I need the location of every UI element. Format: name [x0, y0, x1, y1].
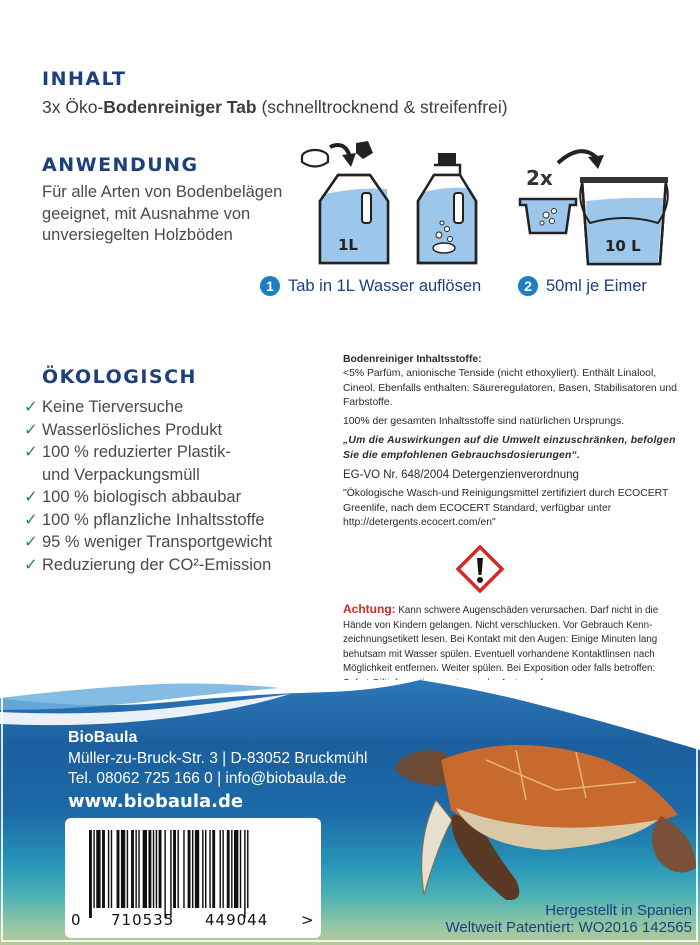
regulation-note: EG-VO Nr. 648/2004 Detergenzienverordnung — [343, 469, 579, 482]
list-item-text: 100 % reduzierter Plastik- — [42, 443, 231, 461]
company-name: BioBaula — [68, 729, 138, 746]
barcode-bar — [89, 830, 92, 918]
bottle-icon — [320, 175, 388, 263]
barcode-right-group: 449044 — [205, 911, 269, 929]
tab-icon — [302, 150, 328, 167]
barcode-bar — [212, 830, 215, 908]
barcode-bar — [102, 830, 105, 908]
company-address: Müller-zu-Bruck-Str. 3 | D-83052 Bruckmühl — [68, 749, 368, 767]
company-website[interactable]: www.biobaula.de — [68, 790, 244, 812]
barcode-bar — [111, 830, 112, 908]
barcode-bar — [222, 830, 223, 908]
barcode-bar — [202, 830, 203, 908]
bucket-icon — [580, 177, 668, 264]
check-icon: ✓ — [24, 555, 38, 574]
contents-product: Bodenreiniger Tab — [103, 97, 257, 117]
bottle-cap-icon — [356, 141, 373, 159]
barcode-bar — [220, 830, 221, 908]
bottle-volume-label: 1L — [338, 236, 358, 254]
list-item-text: 100 % biologisch abbaubar — [42, 488, 242, 506]
hazard-label: Achtung: — [343, 602, 396, 616]
barcode-bar — [234, 830, 238, 908]
barcode-bar — [127, 830, 128, 908]
natural-origin-note: 100% der gesamten Inhaltsstoffe sind natürlichen Ursprungs. — [343, 416, 625, 428]
barcode-bar — [183, 830, 184, 908]
list-item-text: Keine Tierversuche — [42, 398, 184, 416]
barcode-bar — [143, 830, 147, 908]
barcode-bar — [148, 830, 151, 908]
barcode-left-group: 710535 — [111, 911, 175, 929]
made-in-text: Hergestellt in Spanien — [545, 902, 692, 919]
company-info — [68, 728, 367, 812]
contents-description — [42, 97, 508, 118]
contents-prefix: 3x Öko- — [42, 97, 104, 117]
list-item — [24, 509, 272, 532]
check-icon: ✓ — [24, 488, 38, 506]
barcode-bar — [173, 830, 176, 908]
barcode-bar — [231, 830, 232, 908]
barcode-bar — [164, 830, 165, 918]
certification-note: "Ökologische Wasch-und Reinigungsmittel zertifiziert durch ECOCERT Greenlife, nach dem ECOCERT Standard, verfügbar unter http://detergents.ecocert.com/en" — [343, 488, 669, 528]
barcode-bar — [121, 830, 125, 908]
list-item — [24, 531, 272, 554]
check-icon: ✓ — [24, 398, 38, 416]
inhalt-heading: INHALT — [42, 68, 127, 90]
sea-turtle-image — [396, 720, 696, 900]
step-2-text: 50ml je Eimer — [546, 276, 647, 295]
ghs-exclamation-icon — [455, 544, 505, 594]
multiplier-label: 2x — [526, 166, 553, 190]
bucket-volume-label: 10 L — [605, 237, 641, 255]
list-item-text: und Verpackungsmüll — [42, 465, 200, 484]
dosage-note: „Um die Auswirkungen auf die Umwelt einzuschränken, befolgen Sie die empfohlenen Gebrauchsdosierungen“. — [343, 435, 676, 461]
barcode-bar — [159, 830, 162, 908]
check-icon: ✓ — [24, 420, 38, 439]
bottle-dissolving-icon — [418, 153, 476, 263]
step-1 — [260, 276, 481, 296]
check-icon: ✓ — [24, 510, 38, 529]
ingredients-block — [343, 353, 683, 535]
origin-info — [445, 902, 692, 936]
barcode-bar — [153, 830, 154, 908]
barcode-bar — [108, 830, 109, 908]
barcode-bar — [170, 830, 171, 918]
list-item — [24, 441, 272, 464]
company-contact: Tel. 08062 725 166 0 | info@biobaula.de — [68, 770, 347, 787]
barcode-first-digit: 0 — [71, 911, 82, 929]
barcode-bar — [247, 830, 248, 908]
barcode — [65, 818, 321, 938]
measuring-cup-icon — [520, 199, 576, 233]
barcode-bar — [244, 830, 245, 918]
list-item-text: 100 % pflanzliche Inhaltsstoffe — [42, 510, 265, 529]
barcode-bar — [205, 830, 206, 908]
list-item — [24, 396, 272, 419]
ingredients-composition: <5% Parfüm, anionische Tenside (nicht ethoxyliert). Enthält Linalool, Cineol. Ebenfalls enthalten: Säureregulatoren, Basen, Stabilisatoren und Farbstoffe. — [343, 368, 677, 408]
eco-benefits-list — [24, 396, 272, 576]
step-1-text: Tab in 1L Wasser auflösen — [288, 276, 482, 295]
list-item-text: 95 % weniger Transportgewicht — [42, 533, 273, 551]
list-item-text: Wasserlösliches Produkt — [42, 420, 223, 439]
step-1-number-icon: 1 — [260, 276, 280, 296]
ingredients-title: Bodenreiniger Inhaltsstoffe: — [343, 354, 482, 365]
list-item — [24, 419, 272, 442]
barcode-bar — [188, 830, 191, 908]
barcode-bar — [117, 830, 120, 908]
anwendung-heading: ANWENDUNG — [42, 154, 199, 176]
check-icon: ✓ — [24, 533, 38, 551]
barcode-bar — [192, 830, 193, 908]
drop-arrow-head-icon — [342, 153, 356, 167]
barcode-bars — [85, 830, 305, 918]
barcode-bar — [135, 830, 136, 908]
step-2-number-icon: 2 — [518, 276, 538, 296]
barcode-bar — [227, 830, 230, 908]
barcode-bar — [209, 830, 210, 908]
list-item — [24, 486, 272, 509]
usage-illustration — [290, 135, 700, 275]
barcode-bar — [156, 830, 157, 908]
step-2 — [518, 276, 647, 296]
barcode-bar — [131, 830, 134, 908]
barcode-bar — [195, 830, 199, 908]
barcode-bar — [240, 830, 241, 908]
usage-description: Für alle Arten von Bodenbelägen geeignet, mit Ausnahme von unversiegelten Holzböden — [42, 183, 283, 244]
barcode-bar — [177, 830, 178, 908]
list-item — [24, 554, 272, 577]
oekologisch-heading: ÖKOLOGISCH — [42, 366, 197, 388]
check-icon: ✓ — [24, 443, 38, 461]
pour-arrow-head-icon — [588, 155, 604, 169]
list-item-continuation — [24, 464, 272, 487]
barcode-bar — [138, 830, 139, 908]
list-item-text: Reduzierung der CO²-Emission — [42, 555, 272, 574]
hazard-text: Kann schwere Augenschäden verursachen. Darf nicht in die Hände von Kindern gelangen. Nicht verschlucken. Vor Gebrauch Kenn-zeichnungsetikett lesen. Bei Kontakt mit den Augen: Einige Minuten lang behutsam mit Wasser spülen. Eventuell vorhandene Kontaktlinsen nach Möglichkeit entfernen. Weiter spülen. Bei Exposition oder falls betroffen: — [343, 605, 659, 674]
barcode-bar — [93, 830, 94, 908]
contents-suffix: (schnelltrocknend & streifenfrei) — [256, 97, 508, 117]
barcode-end-marker: > — [301, 911, 315, 929]
barcode-bar — [96, 830, 100, 908]
patent-text: Weltweit Patentiert: WO2016 142565 — [445, 919, 692, 936]
